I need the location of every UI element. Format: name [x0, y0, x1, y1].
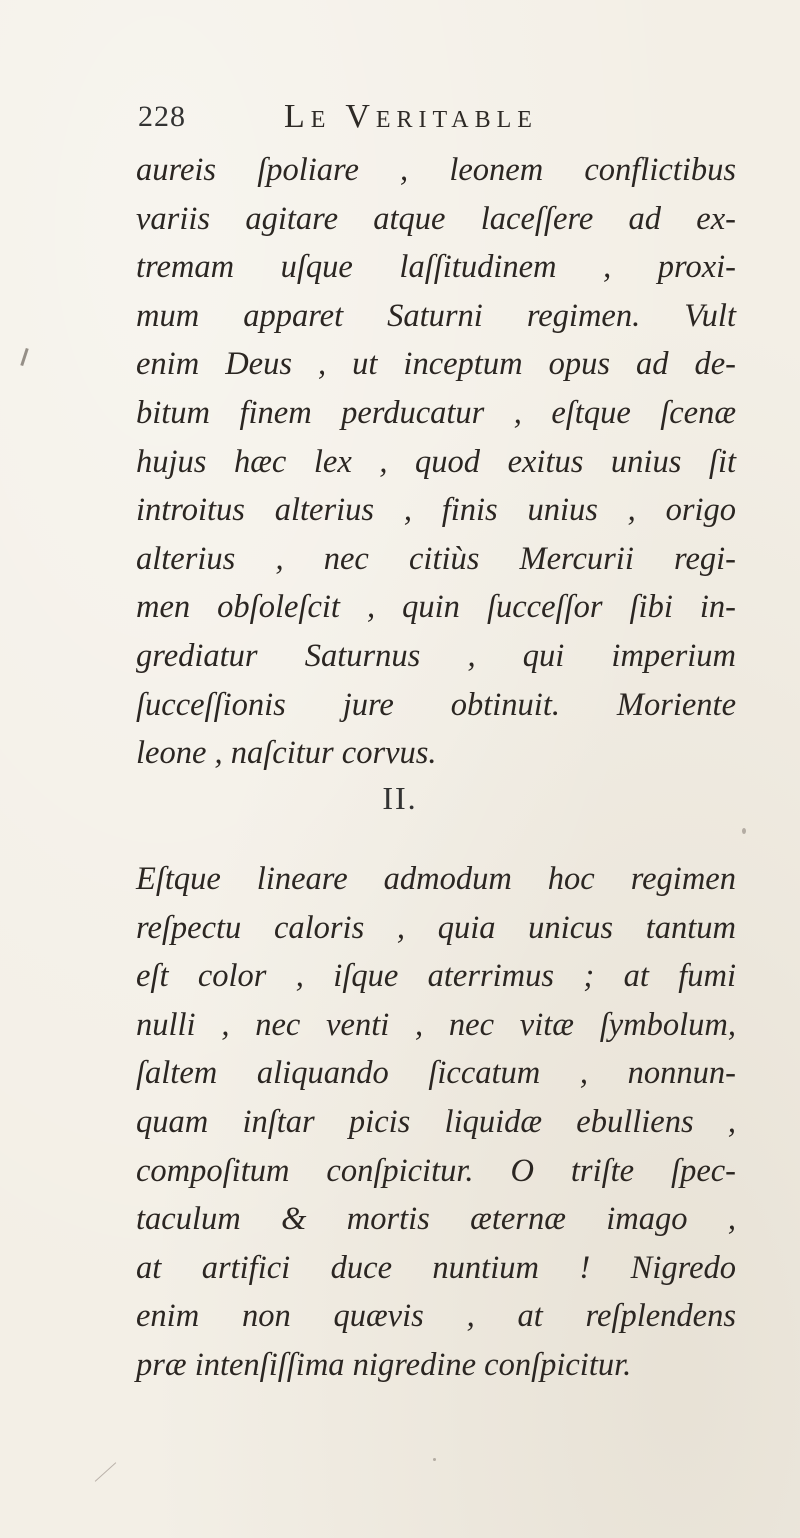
running-title: Le Veritable	[284, 98, 538, 135]
text-line: reſpectu caloris , quia unicus tantum	[136, 909, 736, 946]
text-line: ſaltem aliquando ſiccatum , nonnun-	[136, 1055, 736, 1092]
paragraph-2	[136, 855, 736, 1390]
margin-pencil-mark	[20, 348, 28, 366]
paragraph-1	[136, 146, 736, 778]
text-line: nulli , nec venti , nec vitæ ſymbolum,	[136, 1006, 736, 1043]
text-line: variis agitare atque laceſſere ad ex-	[136, 200, 736, 237]
running-header	[138, 100, 718, 146]
text-line: grediatur Saturnus , qui imperium	[136, 637, 736, 674]
section-number: II.	[382, 780, 418, 816]
text-line: leone , naſcitur corvus.	[136, 735, 437, 772]
page-number: 228	[138, 100, 186, 133]
text-line: tremam uſque laſſitudinem , proxi-	[136, 249, 736, 286]
paper-speck	[742, 828, 746, 834]
text-line: introitus alterius , finis unius , origo	[136, 492, 736, 529]
text-line: bitum finem perducatur , eſtque ſcenæ	[136, 394, 736, 431]
text-line: enim Deus , ut inceptum opus ad de-	[136, 346, 736, 383]
text-line: Eſtque lineare admodum hoc regimen	[136, 861, 736, 897]
text-line: compoſitum conſpicitur. O triſte ſpec-	[136, 1152, 736, 1189]
text-line: aureis ſpoliare , leonem conflictibus	[136, 152, 736, 188]
text-line: ſucceſſionis jure obtinuit. Moriente	[136, 686, 736, 723]
text-line: at artifici duce nuntium ! Nigredo	[136, 1249, 736, 1286]
text-line: hujus hæc lex , quod exitus unius ſit	[136, 443, 736, 480]
text-line: mum apparet Saturni regimen. Vult	[136, 297, 736, 334]
paper-speck	[433, 1458, 436, 1461]
text-line: men obſoleſcit , quin ſucceſſor ſibi in-	[136, 589, 736, 626]
stray-pencil-stroke	[95, 1462, 116, 1481]
text-line: alterius , nec citiùs Mercurii regi-	[136, 540, 736, 577]
text-line: enim non quævis , at reſplendens	[136, 1298, 736, 1335]
text-line: taculum & mortis æternæ imago ,	[136, 1201, 736, 1238]
text-line: eſt color , iſque aterrimus ; at fumi	[136, 958, 736, 995]
text-line: præ intenſiſſima nigredine conſpicitur.	[136, 1346, 632, 1383]
text-line: quam inſtar picis liquidæ ebulliens ,	[136, 1103, 736, 1140]
